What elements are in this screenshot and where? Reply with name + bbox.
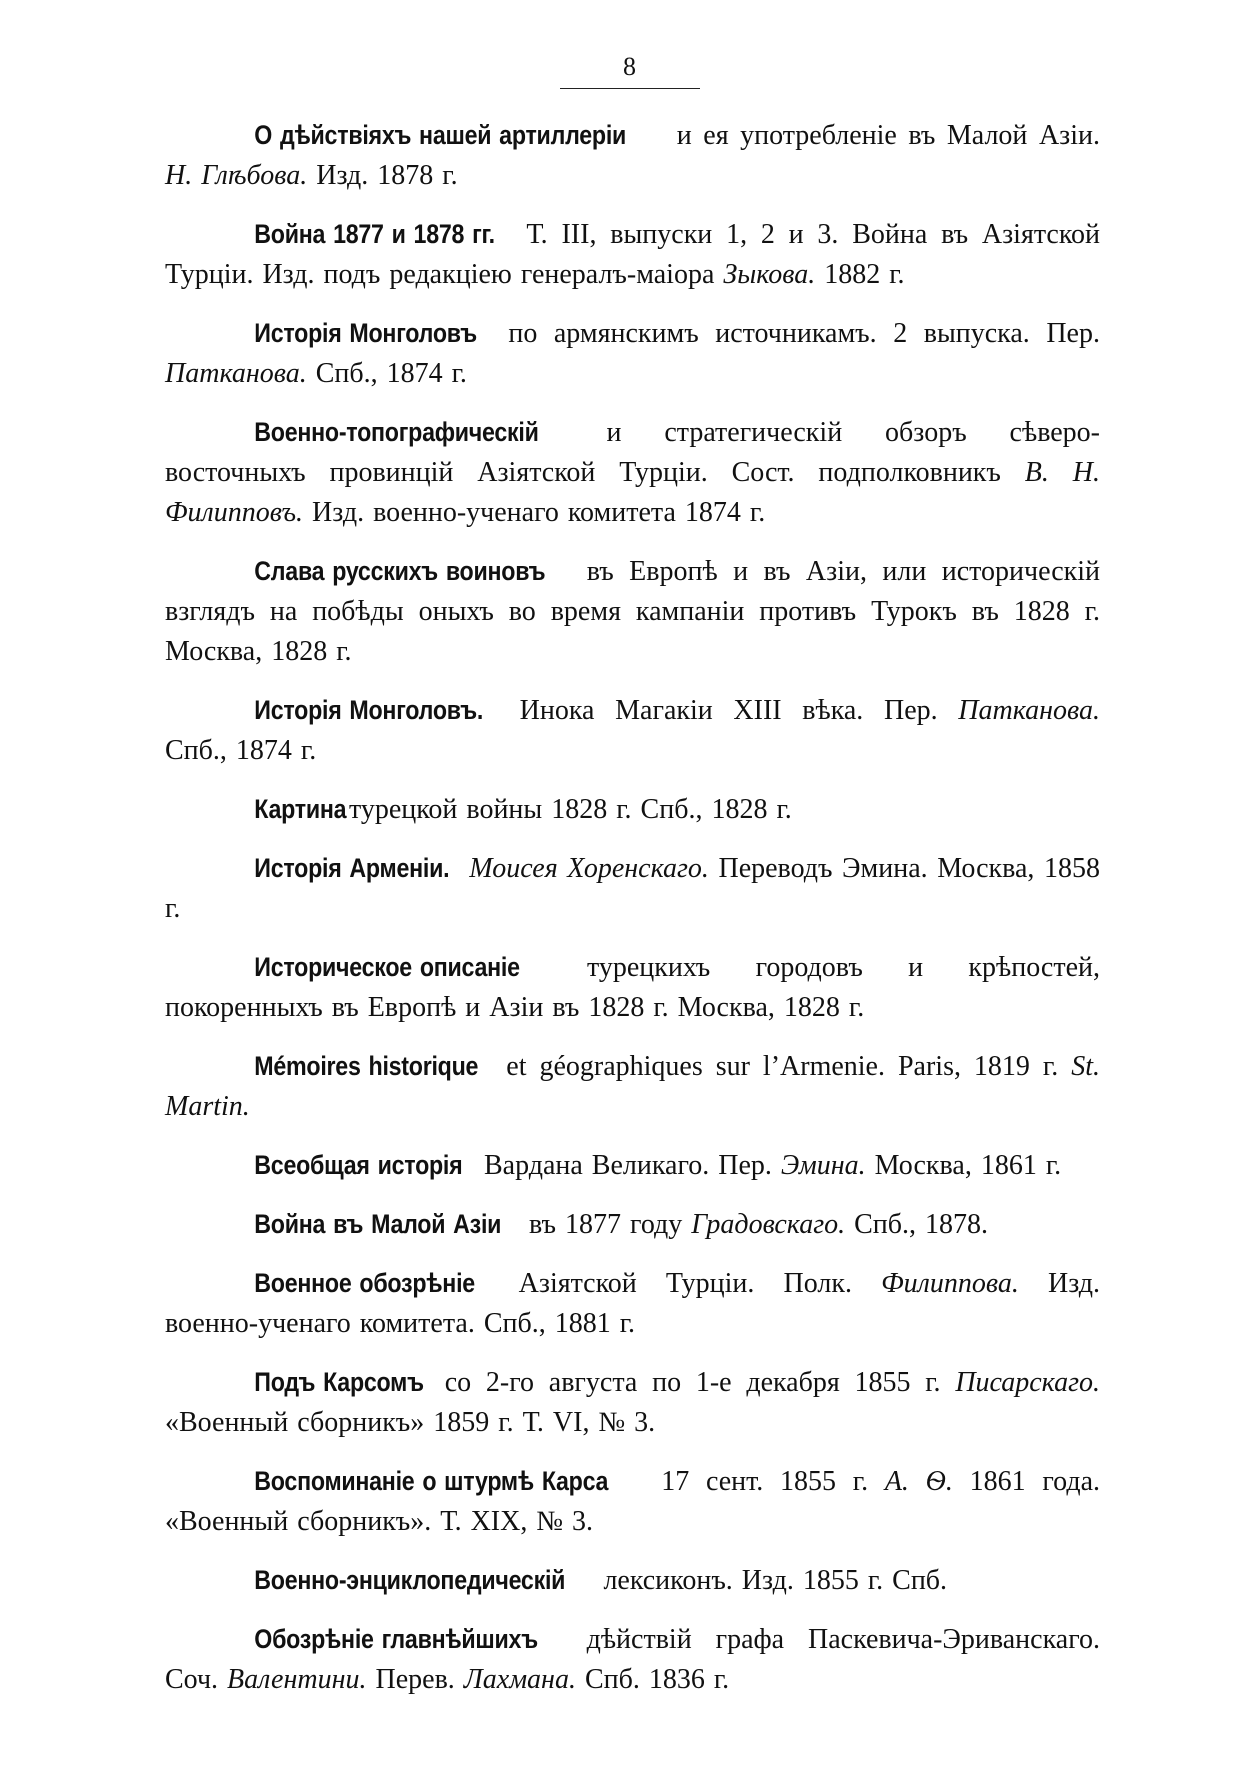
entry-text: Москва, 1861 г. <box>865 1150 1062 1181</box>
entry-author-italic: Филиппова. <box>881 1268 1019 1299</box>
entry-author-italic: Писарскаго. <box>955 1367 1100 1398</box>
entry-heading: Военно-топографическій <box>254 417 539 447</box>
entry-heading: Военное обозрѣніе <box>254 1268 475 1298</box>
bibliography-entry <box>165 1619 1100 1700</box>
entry-text: 1861 года. «Военный сборникъ». Т. XIX, № 3. <box>165 1466 1100 1537</box>
bibliography-entry <box>165 848 1100 929</box>
entry-author-italic: А. Ѳ. <box>884 1466 953 1497</box>
entry-author-italic: Патканова. <box>958 695 1100 726</box>
entry-text: дѣйствій графа Паскевича-Эриванскаго. Соч. <box>165 1624 1100 1695</box>
bibliography-entry <box>165 412 1100 533</box>
entry-text: Азіятской Турціи. Полк. <box>489 1268 882 1299</box>
entry-heading: Историческое описаніе <box>254 952 520 982</box>
entry-heading: Война 1877 и 1878 гг. <box>254 219 495 249</box>
entry-heading: Воспоминаніе о штурмѣ Карса <box>254 1466 609 1496</box>
entry-text: 17 сент. 1855 г. <box>644 1466 885 1497</box>
entry-text: Спб. 1836 г. <box>575 1664 730 1695</box>
header-rule <box>560 88 700 89</box>
bibliography-entry <box>165 551 1100 672</box>
entry-text: «Военный сборникъ» 1859 г. Т. VI, № 3. <box>165 1407 656 1438</box>
page-number: 8 <box>623 52 636 81</box>
entry-text: Спб., 1874 г. <box>306 358 467 389</box>
entry-heading: Всеобщая исторія <box>254 1150 463 1180</box>
bibliography-list <box>165 115 1100 1718</box>
entry-text: Спб., 1874 г. <box>165 735 317 766</box>
entry-author-italic: Моисея Хоренскаго. <box>469 853 709 884</box>
entry-text: Изд. военно-ученаго комитета 1874 г. <box>303 497 766 528</box>
entry-heading: Обозрѣніе главнѣйшихъ <box>254 1624 538 1654</box>
entry-text: Изд. 1878 г. <box>307 160 458 191</box>
entry-text: и стратегическій обзоръ сѣверо-восточныхъ провинцій Азіятской Турціи. Сост. подполковникъ <box>165 417 1100 488</box>
bibliography-entry <box>165 1560 1100 1601</box>
entry-author-italic: Эмина. <box>780 1150 866 1181</box>
entry-heading: Война въ Малой Азіи <box>254 1209 502 1239</box>
entry-heading: Картина <box>254 794 347 824</box>
entry-text: Вардана Великаго. Пер. <box>474 1150 781 1181</box>
entry-author-italic: Зыкова. <box>723 259 816 290</box>
entry-text: и ея употребленіе въ Малой Азіи. <box>665 120 1100 151</box>
entry-text: по армянскимъ источникамъ. 2 выпуска. Пер. <box>491 318 1100 349</box>
entry-author-italic: Н. Глѣбова. <box>165 160 308 191</box>
entry-heading: Военно-энциклопедическій <box>254 1565 566 1595</box>
bibliography-entry <box>165 690 1100 771</box>
entry-heading: Mémoires historique <box>254 1051 479 1081</box>
bibliography-entry <box>165 1461 1100 1542</box>
entry-text: et géographiques sur l’Armenie. Paris, 1819 г. <box>493 1051 1072 1082</box>
entry-text: турецкой войны 1828 г. Спб., 1828 г. <box>339 794 792 825</box>
entry-text: въ 1877 году <box>520 1209 692 1240</box>
bibliography-entry <box>165 789 1100 830</box>
entry-text: Инока Магакіи XIII вѣка. Пер. <box>499 695 959 726</box>
entry-heading: Слава русскихъ воиновъ <box>254 556 546 586</box>
bibliography-entry <box>165 1204 1100 1245</box>
bibliography-entry <box>165 1046 1100 1127</box>
bibliography-entry <box>165 1263 1100 1344</box>
entry-text: Т. III, выпуски 1, 2 и 3. Война въ Азіятской Турціи. Изд. подъ редакціею генералъ-маіора <box>165 219 1100 290</box>
bibliography-entry <box>165 313 1100 394</box>
entry-text: Спб., 1878. <box>845 1209 989 1240</box>
entry-author-italic: Лахмана. <box>463 1664 576 1695</box>
entry-heading: Подъ Карсомъ <box>254 1367 424 1397</box>
entry-text: Изд. военно-ученаго комитета. Спб., 1881 г. <box>165 1268 1100 1339</box>
entry-text: въ Европѣ и въ Азіи, или историческій взглядъ на побѣды оныхъ во время кампаніи противъ Турокъ въ 1828 г. Москва, 1828 г. <box>165 556 1100 667</box>
entry-heading: О дѣйствіяхъ нашей артиллеріи <box>254 120 627 150</box>
entry-author-italic: St. Martin. <box>165 1051 1100 1122</box>
entry-heading: Исторія Монголовъ <box>254 318 477 348</box>
entry-text: со 2-го августа по 1-е декабря 1855 г. <box>430 1367 956 1398</box>
entry-heading: Исторія Монголовъ. <box>254 695 484 725</box>
entry-heading: Исторія Арменіи. <box>254 853 450 883</box>
bibliography-entry <box>165 1145 1100 1186</box>
entry-text: турецкихъ городовъ и крѣпостей, покоренныхъ въ Европѣ и Азіи въ 1828 г. Москва, 1828 г. <box>165 952 1100 1023</box>
bibliography-entry <box>165 115 1100 196</box>
entry-text <box>460 853 470 884</box>
entry-text: лексиконъ. Изд. 1855 г. Спб. <box>594 1565 948 1596</box>
entry-author-italic: Градовскаго. <box>691 1209 846 1240</box>
entry-text: 1882 г. <box>815 259 905 290</box>
entry-author-italic: В. Н. Филипповъ. <box>165 457 1100 528</box>
entry-text: Переводъ Эмина. Москва, 1858 г. <box>165 853 1100 924</box>
bibliography-entry <box>165 1362 1100 1443</box>
bibliography-entry <box>165 214 1100 295</box>
entry-text: Перев. <box>366 1664 464 1695</box>
bibliography-entry <box>165 947 1100 1028</box>
entry-author-italic: Патканова. <box>165 358 307 389</box>
entry-author-italic: Валентини. <box>227 1664 367 1695</box>
